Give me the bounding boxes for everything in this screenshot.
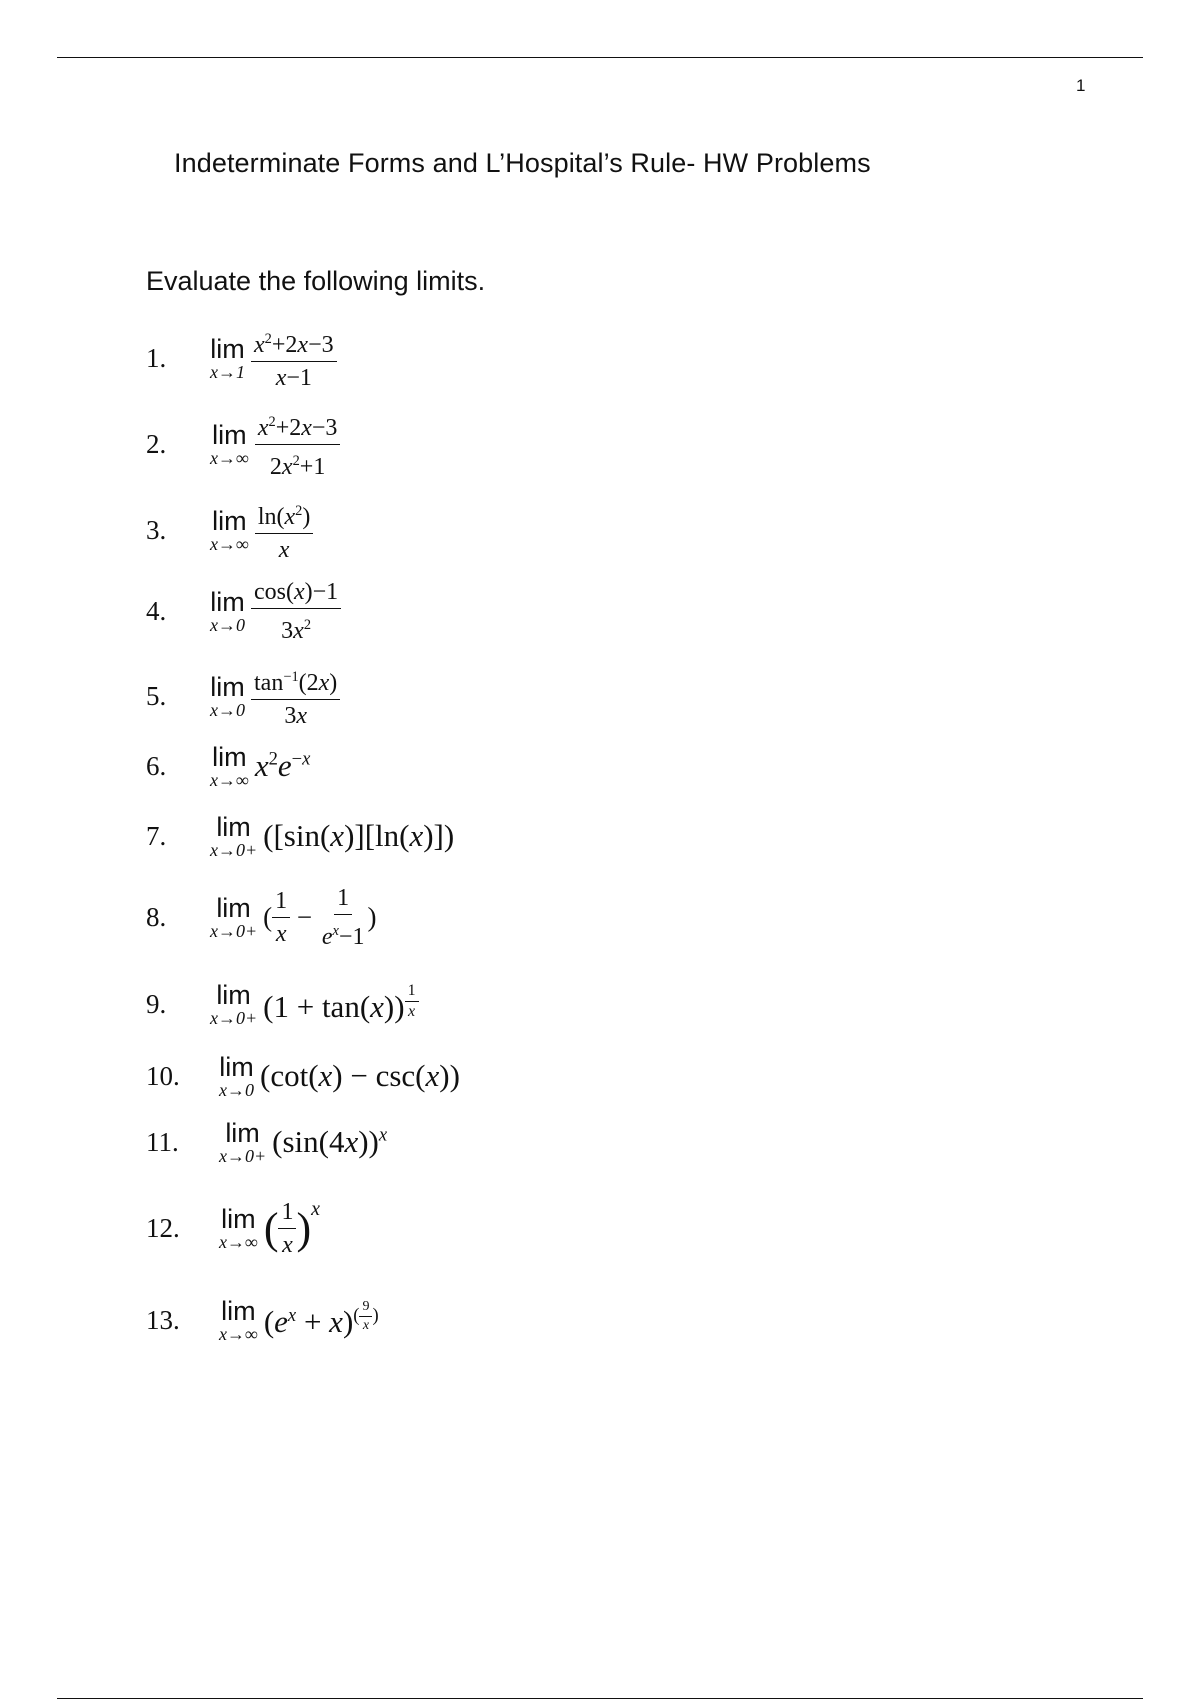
limit-expression: ( $\frac{1}{x}$ ) $^x$	[263, 1197, 321, 1258]
limit-operator: lim x→∞	[210, 742, 249, 790]
problem-number: 12.	[146, 1212, 180, 1243]
problem-9	[146, 968, 946, 1040]
footer-rule	[57, 1698, 1143, 1699]
problem-number: 5.	[146, 680, 167, 711]
limit-operator: lim x→0+	[210, 812, 258, 860]
limit-expression: $\frac{\tan^{-1}(2x)}{3x}$	[251, 663, 340, 730]
problem-4	[146, 575, 946, 647]
limit-operator: lim x→∞	[219, 1296, 258, 1344]
limit-operator: lim x→0	[210, 672, 245, 720]
limit-expression: $x^2e^{-x}$	[254, 748, 311, 783]
document-title: Indeterminate Forms and L’Hospital’s Rule- HW Problems	[174, 148, 871, 178]
limit-operator: lim x→∞	[210, 420, 249, 468]
limit-expression: $\frac{\ln(x^2)}{x}$	[255, 497, 314, 564]
limit-expression: (cot(x) − csc(x))	[260, 1058, 460, 1093]
limit-operator: lim x→0+	[210, 893, 258, 941]
problem-2	[146, 408, 946, 480]
limit-expression: $(\sin(4x))^x$	[272, 1124, 388, 1159]
problem-number: 4.	[146, 595, 167, 626]
limit-operator: lim x→1	[210, 334, 245, 382]
problem-number: 11.	[146, 1126, 179, 1157]
problem-number: 9.	[146, 988, 167, 1019]
instructions: Evaluate the following limits.	[146, 266, 486, 296]
limit-operator: lim x→0+	[210, 980, 258, 1028]
problem-1	[146, 322, 946, 394]
problem-number: 1.	[146, 342, 167, 373]
limit-expression: ([sin(x)][ln(x)])	[263, 818, 455, 853]
problem-number: 7.	[146, 820, 167, 851]
limit-operator: lim x→∞	[219, 1204, 258, 1252]
problem-number: 6.	[146, 750, 167, 781]
problem-13	[146, 1284, 946, 1356]
problem-number: 3.	[146, 514, 167, 545]
problem-number: 2.	[146, 428, 167, 459]
limit-operator: lim x→∞	[210, 506, 249, 554]
problem-number: 13.	[146, 1304, 180, 1335]
problem-5	[146, 660, 946, 732]
problem-7	[146, 800, 946, 872]
problem-number: 10.	[146, 1060, 180, 1091]
limit-expression: $(e^x + x)^{( \frac{9}{x} )}$	[263, 1298, 379, 1340]
limit-expression: (1 + tan(x)) $^{\frac{1}{x}}$	[263, 983, 418, 1025]
header-rule	[57, 57, 1143, 58]
limit-operator: lim x→0	[210, 587, 245, 635]
problem-3	[146, 494, 946, 566]
problem-10	[146, 1040, 946, 1112]
limit-expression: ( $\frac{1}{x}$ − $\frac{1}{e^x-1}$ )	[263, 884, 377, 950]
page-number: 1	[1076, 76, 1086, 95]
limit-operator: lim x→0	[219, 1052, 254, 1100]
problem-11	[146, 1106, 946, 1178]
limit-expression: $\frac{x^2+2x-3}{x-1}$	[251, 325, 337, 392]
limit-expression: $\frac{x^2+2x-3}{2x^2+1}$	[255, 408, 341, 481]
limit-operator: lim x→0+	[219, 1118, 267, 1166]
problem-8	[146, 881, 946, 953]
problem-number: 8.	[146, 901, 167, 932]
problem-12	[146, 1192, 946, 1264]
problem-6	[146, 730, 946, 802]
limit-expression: $\frac{\cos(x)-1}{3x^2}$	[251, 578, 341, 645]
